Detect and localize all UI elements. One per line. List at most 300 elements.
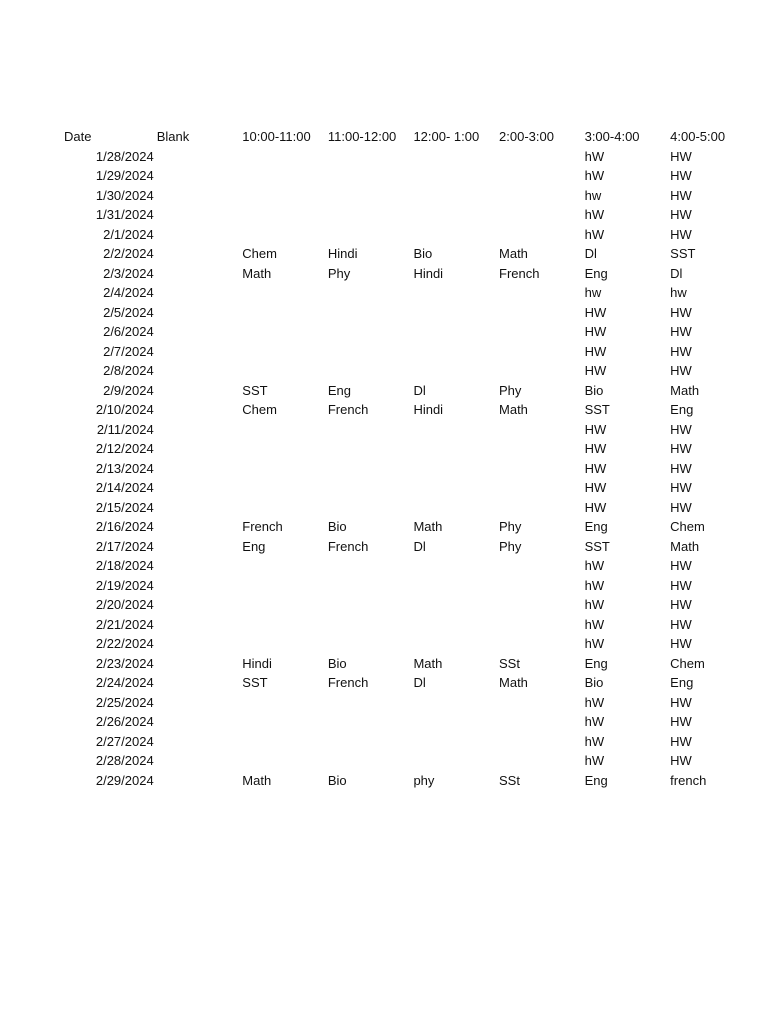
blank-cell [157,303,243,323]
blank-cell [157,576,243,596]
slot-4-5-cell: HW [670,421,692,437]
slot-2-3-cell [499,283,585,303]
slot-10-11-cell [242,186,328,206]
slot-4-5-cell: Chem [670,655,705,671]
blank-cell [157,166,243,186]
slot-11-12-cell [328,225,414,245]
slot-12-1-cell: Dl [413,382,426,398]
date-cell: 2/23/2024 [95,655,154,671]
table-row [0,595,768,615]
slot-2-3-cell [499,361,585,381]
blank-cell [157,381,243,401]
slot-3-4-cell: hw [584,285,602,300]
table-row [0,147,768,167]
slot-2-3-cell [499,186,585,206]
slot-2-3-cell [499,576,585,596]
slot-12-1-cell [413,459,499,479]
slot-2-3-cell: Math [499,246,528,261]
slot-12-1-cell [413,342,499,362]
table-row [0,264,768,284]
slot-3-4-cell: hW [584,733,605,749]
blank-cell [157,264,243,284]
slot-2-3-cell: Phy [499,382,522,398]
slot-4-5-cell: HW [670,753,692,768]
slot-10-11-cell [242,712,328,732]
slot-10-11-cell: SST [242,382,268,398]
slot-11-12-cell [328,361,414,381]
slot-3-4-cell: hW [584,694,605,710]
slot-3-4-cell: SST [584,538,610,554]
slot-12-1-cell: Dl [413,675,426,690]
slot-11-12-cell [328,712,414,732]
slot-4-5-cell: HW [670,733,692,749]
slot-4-5-cell: HW [670,324,692,339]
slot-10-11-cell [242,732,328,752]
header-slot-4-5: 4:00-5:00 [670,129,726,144]
slot-4-5-cell: HW [670,714,692,729]
slot-12-1-cell [413,595,499,615]
slot-3-4-cell: hW [584,168,605,183]
slot-4-5-cell: HW [670,168,692,183]
slot-12-1-cell [413,498,499,518]
slot-12-1-cell [413,478,499,498]
slot-11-12-cell [328,342,414,362]
slot-3-4-cell: Eng [584,772,608,788]
slot-10-11-cell: French [242,519,283,534]
date-cell: 2/17/2024 [95,538,154,554]
slot-4-5-cell: HW [670,480,692,495]
slot-3-4-cell: HW [584,324,607,339]
slot-10-11-cell: Math [242,772,272,788]
date-cell: 2/9/2024 [103,382,154,398]
slot-10-11-cell [242,439,328,459]
slot-4-5-cell: Chem [670,519,705,534]
date-cell: 2/26/2024 [95,714,154,729]
slot-10-11-cell [242,147,328,167]
slot-10-11-cell: Hindi [242,655,272,671]
date-cell: 2/25/2024 [95,694,154,710]
slot-2-3-cell [499,556,585,576]
slot-11-12-cell [328,732,414,752]
slot-2-3-cell: Math [499,675,528,690]
slot-2-3-cell: Math [499,402,528,417]
slot-12-1-cell: phy [413,772,435,788]
slot-11-12-cell: French [327,675,369,690]
table-row [0,517,768,537]
slot-12-1-cell [413,361,499,381]
slot-11-12-cell [328,615,414,635]
blank-cell [157,693,243,713]
slot-4-5-cell: Dl [670,265,683,281]
blank-cell [157,556,243,576]
slot-3-4-cell: HW [584,421,607,437]
slot-2-3-cell [499,615,585,635]
table-row [0,303,768,323]
slot-10-11-cell [242,166,328,186]
blank-cell [157,732,243,752]
slot-12-1-cell: Hindi [413,265,444,281]
blank-cell [157,634,243,654]
date-cell: 2/1/2024 [103,226,154,242]
blank-cell [157,361,243,381]
date-cell: 2/20/2024 [95,597,154,612]
slot-2-3-cell: Phy [499,538,522,554]
blank-cell [157,478,243,498]
date-cell: 2/6/2024 [103,324,154,339]
table-row [0,712,768,732]
slot-2-3-cell [499,205,585,225]
slot-3-4-cell: hW [584,753,605,768]
slot-3-4-cell: HW [584,441,607,456]
slot-12-1-cell: Bio [413,246,433,261]
blank-cell [157,244,243,264]
slot-12-1-cell [413,712,499,732]
date-cell: 2/13/2024 [95,460,154,476]
date-cell: 1/29/2024 [95,168,154,183]
blank-cell [157,712,243,732]
table-body [0,147,768,791]
table-row [0,673,768,693]
header-slot-12-1: 12:00- 1:00 [413,129,480,144]
slot-12-1-cell [413,693,499,713]
slot-4-5-cell: HW [670,441,692,456]
table-row [0,420,768,440]
slot-4-5-cell: HW [670,148,692,164]
blank-cell [157,537,243,557]
date-cell: 2/11/2024 [96,421,154,437]
slot-11-12-cell [328,205,414,225]
slot-10-11-cell: SST [242,675,268,690]
table-row [0,361,768,381]
slot-10-11-cell [242,205,328,225]
slot-10-11-cell [242,615,328,635]
table-row [0,615,768,635]
slot-3-4-cell: SST [584,402,610,417]
table-row [0,732,768,752]
slot-2-3-cell: SSt [499,655,520,671]
table-header [0,127,768,147]
slot-3-4-cell: HW [584,499,607,515]
header-blank: Blank [156,129,190,144]
table-row [0,459,768,479]
slot-11-12-cell [328,498,414,518]
slot-2-3-cell [499,342,585,362]
table-row [0,400,768,420]
slot-3-4-cell: hW [584,226,605,242]
slot-11-12-cell: Eng [327,382,351,398]
slot-11-12-cell: Bio [327,519,347,534]
table-row [0,693,768,713]
table-row [0,751,768,771]
date-cell: 2/15/2024 [95,499,154,515]
date-cell: 2/29/2024 [95,772,154,788]
slot-4-5-cell: Eng [670,675,694,690]
date-cell: 2/3/2024 [103,265,154,281]
slot-12-1-cell [413,303,499,323]
date-cell: 2/27/2024 [95,733,154,749]
slot-3-4-cell: HW [584,343,607,359]
slot-12-1-cell [413,205,499,225]
blank-cell [157,186,243,206]
header-date: Date [64,129,92,144]
date-cell: 2/22/2024 [95,636,154,651]
slot-12-1-cell [413,283,499,303]
date-cell: 2/21/2024 [95,616,154,632]
slot-2-3-cell: French [499,265,540,281]
table-row [0,556,768,576]
table-row [0,478,768,498]
slot-11-12-cell [328,420,414,440]
slot-2-3-cell [499,225,585,245]
slot-2-3-cell: SSt [499,772,520,788]
slot-4-5-cell: HW [670,597,692,612]
slot-10-11-cell: Math [242,265,272,281]
slot-12-1-cell [413,147,499,167]
table-row [0,771,768,791]
date-cell: 2/18/2024 [95,558,154,573]
blank-cell [157,673,243,693]
slot-10-11-cell [242,303,328,323]
schedule-table [0,127,768,790]
slot-12-1-cell [413,751,499,771]
blank-cell [157,283,243,303]
slot-3-4-cell: hW [584,148,605,164]
slot-4-5-cell: HW [670,499,692,515]
blank-cell [157,459,243,479]
date-cell: 2/5/2024 [103,304,154,320]
slot-12-1-cell [413,322,499,342]
date-cell: 2/14/2024 [95,480,154,495]
slot-3-4-cell: Bio [584,675,604,690]
slot-3-4-cell: hW [584,577,605,593]
slot-11-12-cell [328,322,414,342]
slot-4-5-cell: french [670,772,707,788]
slot-12-1-cell [413,166,499,186]
slot-10-11-cell [242,693,328,713]
slot-11-12-cell: Bio [327,772,347,788]
blank-cell [157,147,243,167]
slot-10-11-cell [242,751,328,771]
blank-cell [157,615,243,635]
slot-11-12-cell [328,556,414,576]
blank-cell [157,420,243,440]
date-cell: 2/7/2024 [103,343,154,359]
blank-cell [157,751,243,771]
slot-4-5-cell: HW [670,207,692,222]
header-slot-11-12: 11:00-12:00 [327,129,397,144]
slot-4-5-cell: HW [670,187,692,203]
slot-12-1-cell [413,420,499,440]
slot-12-1-cell: Hindi [413,402,444,417]
slot-11-12-cell [328,186,414,206]
slot-10-11-cell [242,342,328,362]
slot-3-4-cell: hW [584,616,605,632]
slot-2-3-cell [499,751,585,771]
date-cell: 2/4/2024 [103,285,154,300]
slot-3-4-cell: hW [584,558,605,573]
slot-10-11-cell [242,283,328,303]
slot-12-1-cell: Dl [413,538,426,554]
blank-cell [157,771,243,791]
slot-2-3-cell [499,595,585,615]
slot-10-11-cell [242,634,328,654]
blank-cell [157,205,243,225]
slot-2-3-cell [499,634,585,654]
slot-10-11-cell [242,498,328,518]
slot-12-1-cell [413,439,499,459]
slot-4-5-cell: HW [670,343,692,359]
table-row [0,244,768,264]
date-cell: 2/16/2024 [95,519,154,534]
blank-cell [157,517,243,537]
table-row [0,634,768,654]
slot-3-4-cell: HW [584,363,607,378]
slot-11-12-cell [328,283,414,303]
slot-4-5-cell: HW [670,363,692,378]
header-row [0,127,768,147]
table-row [0,342,768,362]
slot-2-3-cell [499,166,585,186]
slot-4-5-cell: HW [670,558,692,573]
slot-2-3-cell [499,322,585,342]
slot-2-3-cell [499,439,585,459]
slot-10-11-cell [242,478,328,498]
header-slot-10-11: 10:00-11:00 [242,129,311,144]
slot-10-11-cell [242,556,328,576]
slot-12-1-cell [413,576,499,596]
slot-3-4-cell: hW [584,207,605,222]
header-slot-3-4: 3:00-4:00 [584,129,640,144]
table-row [0,186,768,206]
slot-11-12-cell [328,693,414,713]
slot-3-4-cell: HW [584,480,607,495]
date-cell: 2/2/2024 [103,246,154,261]
slot-11-12-cell: French [327,538,369,554]
table-row [0,166,768,186]
slot-4-5-cell: Math [670,538,700,554]
blank-cell [157,439,243,459]
slot-3-4-cell: Eng [584,655,608,671]
slot-3-4-cell: hw [584,187,602,203]
slot-4-5-cell: HW [670,226,692,242]
slot-4-5-cell: Eng [670,402,694,417]
slot-4-5-cell: SST [670,246,696,261]
slot-11-12-cell [328,459,414,479]
blank-cell [157,342,243,362]
slot-2-3-cell: Phy [499,519,522,534]
slot-10-11-cell [242,576,328,596]
slot-11-12-cell: Phy [327,265,351,281]
slot-2-3-cell [499,459,585,479]
date-cell: 2/12/2024 [95,441,154,456]
table-row [0,381,768,401]
slot-3-4-cell: HW [584,304,607,320]
slot-3-4-cell: hW [584,636,605,651]
slot-10-11-cell [242,225,328,245]
slot-3-4-cell: hW [584,714,605,729]
table-row [0,576,768,596]
slot-3-4-cell: Eng [584,519,608,534]
table-row [0,654,768,674]
blank-cell [157,654,243,674]
slot-4-5-cell: HW [670,616,692,632]
slot-3-4-cell: Bio [584,382,604,398]
slot-2-3-cell [499,498,585,518]
table-row [0,537,768,557]
slot-2-3-cell [499,303,585,323]
blank-cell [157,595,243,615]
slot-4-5-cell: HW [670,694,692,710]
date-cell: 2/28/2024 [95,753,154,768]
slot-10-11-cell [242,595,328,615]
slot-12-1-cell: Math [413,655,443,671]
slot-11-12-cell: French [327,402,369,417]
slot-10-11-cell: Chem [242,402,277,417]
slot-4-5-cell: HW [670,304,692,320]
slot-12-1-cell [413,556,499,576]
slot-2-3-cell [499,732,585,752]
blank-cell [157,498,243,518]
slot-10-11-cell [242,420,328,440]
slot-10-11-cell: Eng [242,538,266,554]
date-cell: 2/24/2024 [95,675,154,690]
slot-11-12-cell [328,478,414,498]
slot-11-12-cell [328,751,414,771]
slot-11-12-cell: Hindi [327,246,358,261]
slot-2-3-cell [499,712,585,732]
slot-2-3-cell [499,420,585,440]
slot-4-5-cell: HW [670,636,692,651]
slot-4-5-cell: Math [670,382,700,398]
slot-11-12-cell: Bio [327,655,347,671]
slot-3-4-cell: HW [584,460,607,476]
slot-12-1-cell [413,225,499,245]
slot-2-3-cell [499,478,585,498]
slot-10-11-cell [242,361,328,381]
table-row [0,225,768,245]
date-cell: 1/28/2024 [95,148,154,164]
slot-2-3-cell [499,147,585,167]
date-cell: 1/31/2024 [95,207,154,222]
slot-11-12-cell [328,303,414,323]
slot-11-12-cell [328,576,414,596]
slot-11-12-cell [328,595,414,615]
slot-4-5-cell: hw [670,285,687,300]
slot-12-1-cell [413,186,499,206]
blank-cell [157,225,243,245]
table-row [0,498,768,518]
table-row [0,283,768,303]
slot-11-12-cell [328,634,414,654]
slot-3-4-cell: Dl [584,246,597,261]
slot-12-1-cell: Math [413,519,443,534]
slot-11-12-cell [328,166,414,186]
slot-4-5-cell: HW [670,577,692,593]
blank-cell [157,400,243,420]
slot-12-1-cell [413,634,499,654]
table-row [0,205,768,225]
date-cell: 2/10/2024 [95,402,154,417]
slot-12-1-cell [413,732,499,752]
table-row [0,439,768,459]
slot-12-1-cell [413,615,499,635]
slot-4-5-cell: HW [670,460,692,476]
blank-cell [157,322,243,342]
slot-10-11-cell [242,459,328,479]
slot-11-12-cell [328,147,414,167]
header-slot-2-3: 2:00-3:00 [499,129,554,144]
date-cell: 2/19/2024 [95,577,154,593]
